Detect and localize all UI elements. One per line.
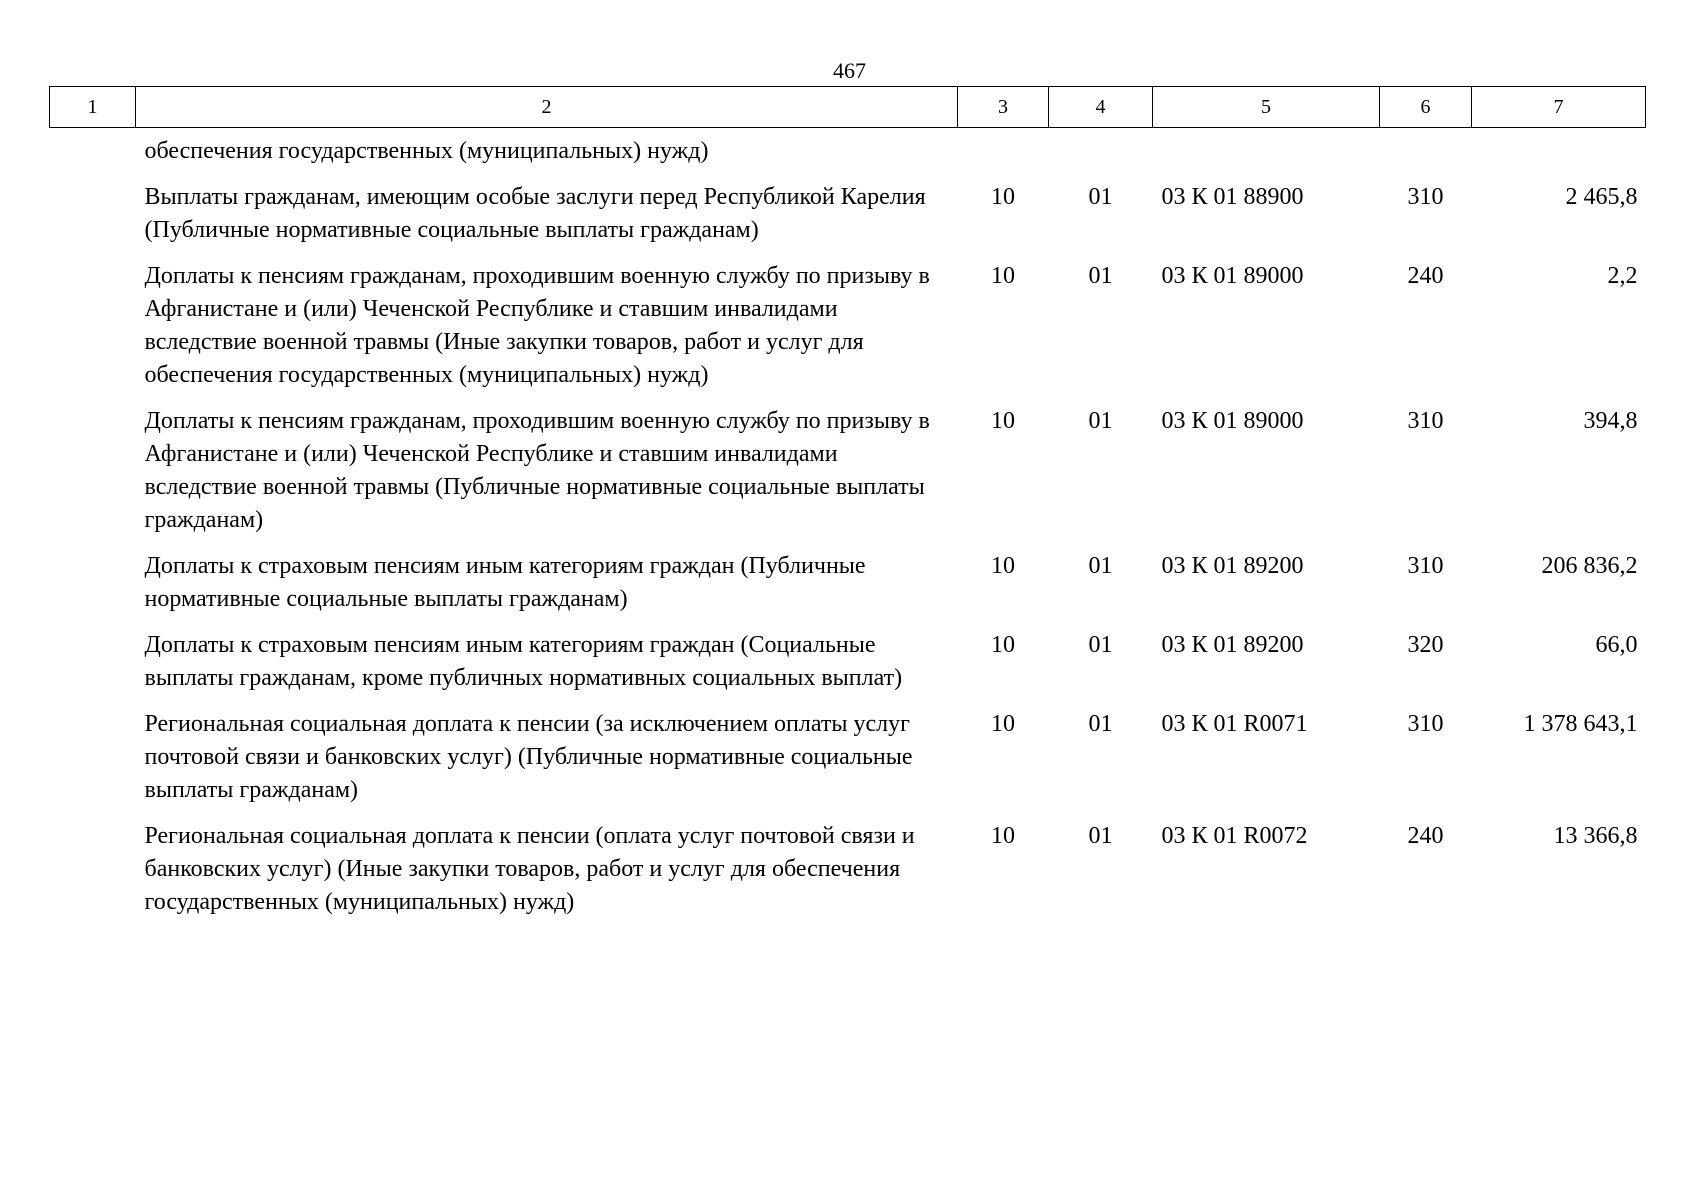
row-amount: 1 378 643,1 xyxy=(1523,711,1638,737)
row-subsection: 01 xyxy=(1088,263,1113,289)
empty-cell xyxy=(50,550,136,629)
row-description: Региональная социальная доплата к пенсии (за исключением оплаты услуг почтовой связи и банковских услуг) (Публичные нормативные социальные выплаты гражданам) xyxy=(144,711,913,803)
empty-cell xyxy=(1472,128,1646,182)
row-section: 10 xyxy=(991,263,1015,289)
table-row xyxy=(50,260,1646,405)
empty-cell xyxy=(50,820,136,932)
empty-cell xyxy=(1153,128,1380,182)
row-target-article: 03 К 01 89200 xyxy=(1161,553,1304,579)
row-subsection: 01 xyxy=(1088,632,1113,658)
row-subsection: 01 xyxy=(1088,711,1113,737)
row-expense-type: 310 xyxy=(1407,711,1444,737)
table-header xyxy=(50,87,1646,128)
empty-cell xyxy=(1049,128,1153,182)
row-target-article: 03 К 01 89000 xyxy=(1161,263,1304,289)
header-col-1: 1 xyxy=(50,87,136,128)
row-expense-type: 310 xyxy=(1407,184,1444,210)
row-target-article: 03 К 01 89200 xyxy=(1161,632,1304,658)
row-target-article: 03 К 01 R0072 xyxy=(1161,823,1308,849)
row-expense-type: 310 xyxy=(1407,553,1444,579)
empty-cell xyxy=(958,128,1049,182)
row-expense-type: 310 xyxy=(1407,408,1444,434)
header-col-7: 7 xyxy=(1472,87,1646,128)
row-subsection: 01 xyxy=(1088,184,1113,210)
row-description: Доплаты к страховым пенсиям иным категориям граждан (Социальные выплаты гражданам, кроме публичных нормативных социальных выплат) xyxy=(144,632,903,691)
header-col-5: 5 xyxy=(1153,87,1380,128)
table-body xyxy=(50,128,1646,933)
row-subsection: 01 xyxy=(1088,553,1113,579)
table-row xyxy=(50,820,1646,932)
header-col-4: 4 xyxy=(1049,87,1153,128)
table-row xyxy=(50,405,1646,550)
table-row xyxy=(50,550,1646,629)
row-section: 10 xyxy=(991,184,1015,210)
row-description: Доплаты к пенсиям гражданам, проходившим военную службу по призыву в Афганистане и (или) Чеченской Республике и ставшим инвалидами вследствие военной травмы (Публичные нормативные социальные выплаты гражданам) xyxy=(144,408,930,533)
table-row xyxy=(50,629,1646,708)
row-amount: 13 366,8 xyxy=(1553,823,1638,849)
row-description: Региональная социальная доплата к пенсии (оплата услуг почтовой связи и банковских услуг) (Иные закупки товаров, работ и услуг для обеспечения государственных (муниципальных) нужд) xyxy=(144,823,915,915)
header-col-2: 2 xyxy=(136,87,958,128)
empty-cell xyxy=(50,405,136,550)
row-section: 10 xyxy=(991,408,1015,434)
row-description: Доплаты к пенсиям гражданам, проходившим военную службу по призыву в Афганистане и (или) Чеченской Республике и ставшим инвалидами вследствие военной травмы (Иные закупки товаров, работ и услуг для обеспечения государственных (муниципальных) нужд) xyxy=(144,263,930,388)
row-target-article: 03 К 01 89000 xyxy=(1161,408,1304,434)
empty-cell xyxy=(50,708,136,820)
row-expense-type: 240 xyxy=(1407,263,1444,289)
header-col-6: 6 xyxy=(1380,87,1472,128)
table-row xyxy=(50,708,1646,820)
empty-cell xyxy=(50,128,136,182)
continuation-row xyxy=(50,128,1646,182)
budget-table xyxy=(49,86,1646,932)
row-amount: 2 465,8 xyxy=(1565,184,1638,210)
empty-cell xyxy=(50,260,136,405)
table-row xyxy=(50,181,1646,260)
row-section: 10 xyxy=(991,632,1015,658)
row-subsection: 01 xyxy=(1088,823,1113,849)
row-description: Выплаты гражданам, имеющим особые заслуги перед Республикой Карелия (Публичные нормативные социальные выплаты гражданам) xyxy=(144,184,926,243)
row-subsection: 01 xyxy=(1088,408,1113,434)
row-expense-type: 320 xyxy=(1407,632,1444,658)
row-target-article: 03 К 01 R0071 xyxy=(1161,711,1308,737)
row-section: 10 xyxy=(991,823,1015,849)
empty-cell xyxy=(1380,128,1472,182)
row-section: 10 xyxy=(991,711,1015,737)
row-amount: 206 836,2 xyxy=(1541,553,1638,579)
empty-cell xyxy=(50,181,136,260)
row-amount: 2,2 xyxy=(1607,263,1638,289)
page-number-text: 467 xyxy=(833,58,866,83)
row-description: Доплаты к страховым пенсиям иным категориям граждан (Публичные нормативные социальные выплаты гражданам) xyxy=(144,553,866,612)
header-col-3: 3 xyxy=(958,87,1049,128)
row-section: 10 xyxy=(991,553,1015,579)
row-expense-type: 240 xyxy=(1407,823,1444,849)
row-amount: 394,8 xyxy=(1583,408,1638,434)
empty-cell xyxy=(50,629,136,708)
continuation-text: обеспечения государственных (муниципальных) нужд) xyxy=(144,138,709,164)
row-amount: 66,0 xyxy=(1595,632,1638,658)
page-number xyxy=(0,58,1697,84)
row-target-article: 03 К 01 88900 xyxy=(1161,184,1304,210)
header-row xyxy=(50,87,1646,128)
